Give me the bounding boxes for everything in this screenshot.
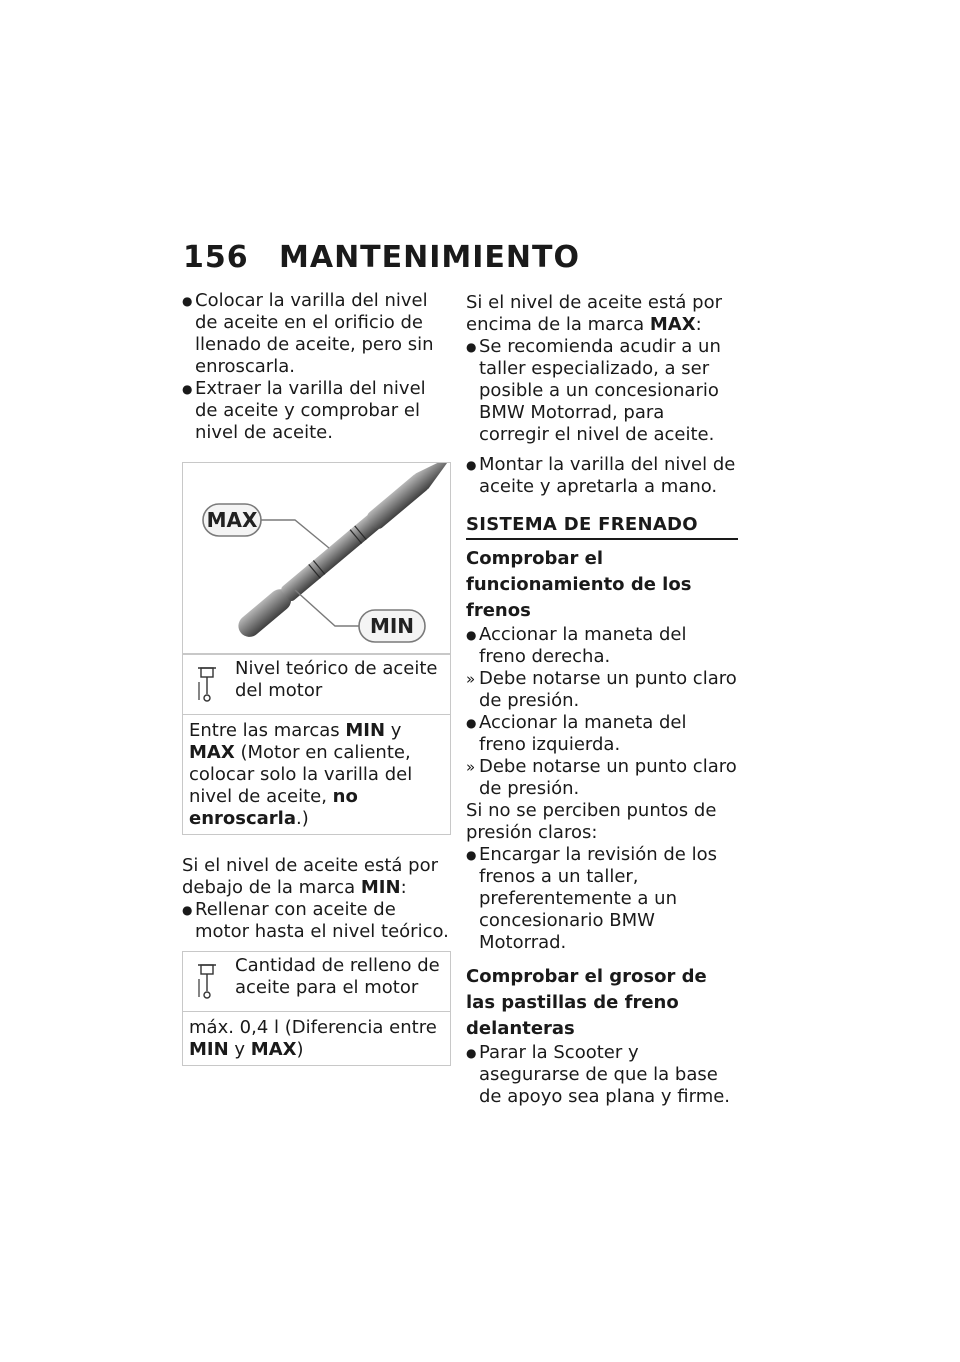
bullet-icon: ●: [466, 340, 477, 354]
bullet-icon: ●: [182, 382, 193, 396]
max-label: MAX: [206, 508, 258, 532]
page-header: [183, 240, 580, 280]
min-label: MIN: [369, 614, 415, 638]
spec-title: Nivel teórico de aceite del motor: [235, 658, 438, 701]
list-item: ● Rellenar con aceite de motor hasta el nivel teórico.: [182, 899, 449, 942]
bullet-icon: ●: [466, 628, 477, 642]
list-item: ● Accionar la maneta del freno izquierda.: [466, 712, 687, 755]
bullet-icon: ●: [466, 716, 477, 730]
result-arrow-icon: »: [466, 758, 476, 776]
paragraph: Si el nivel de aceite está por encima de la marca MAX:: [466, 292, 722, 335]
result-arrow-icon: »: [466, 670, 476, 688]
list-item: ● Encargar la revisión de los frenos a un taller, preferentemente a un concesionario BMW Motorrad.: [466, 844, 717, 953]
list-item: ● Accionar la maneta del freno derecha.: [466, 624, 687, 667]
oil-quantity-spec: [182, 951, 451, 1066]
subsection-title: Comprobar el funcionamiento de los frenos: [466, 548, 692, 621]
max-leader-line: [261, 520, 329, 548]
list-item: » Debe notarse un punto claro de presión.: [466, 668, 737, 711]
dipstick-illustration: [183, 463, 450, 653]
engine-oil-icon: [193, 955, 233, 1007]
bullet-icon: ●: [466, 1046, 477, 1060]
spec-value: máx. 0,4 l (Diferencia entre MIN y MAX): [189, 1017, 437, 1060]
list-item: ● Extraer la varilla del nivel de aceite y comprobar el nivel de aceite.: [182, 378, 426, 443]
paragraph: Si el nivel de aceite está por debajo de la marca MIN:: [182, 855, 438, 898]
min-leader-line: [295, 590, 359, 626]
right-column: [466, 292, 738, 1108]
list-item: ● Se recomienda acudir a un taller especializado, a ser posible a un concesionario BMW Motorrad, para corregir el nivel de aceite.: [466, 336, 721, 445]
oil-level-spec: [182, 654, 451, 835]
bullet-icon: ●: [466, 458, 477, 472]
engine-oil-icon: [193, 658, 233, 710]
section-title: SISTEMA DE FRENADO: [466, 514, 738, 540]
list-item: ● Colocar la varilla del nivel de aceite en el orificio de llenado de aceite, pero sin enroscarla.: [182, 290, 434, 377]
list-item: ● Montar la varilla del nivel de aceite y apretarla a mano.: [466, 454, 736, 497]
dipstick-figure: [182, 462, 451, 654]
left-column: [182, 290, 450, 1066]
list-item: » Debe notarse un punto claro de presión.: [466, 756, 737, 799]
paragraph: Si no se perciben puntos de presión claros:: [466, 800, 717, 843]
spec-title: Cantidad de relleno de aceite para el motor: [235, 955, 440, 998]
subsection-title: Comprobar el grosor de las pastillas de freno delanteras: [466, 966, 707, 1039]
bullet-icon: ●: [182, 294, 193, 308]
chapter-title: MANTENIMIENTO: [279, 240, 580, 275]
list-item: ● Parar la Scooter y asegurarse de que la base de apoyo sea plana y firme.: [466, 1042, 731, 1107]
bullet-icon: ●: [466, 848, 477, 862]
page-number: 156: [183, 240, 249, 275]
spec-value: Entre las marcas MIN y MAX (Motor en caliente, colocar solo la varilla del nivel de aceite, no enroscarla.): [189, 720, 413, 829]
bullet-icon: ●: [182, 903, 193, 917]
